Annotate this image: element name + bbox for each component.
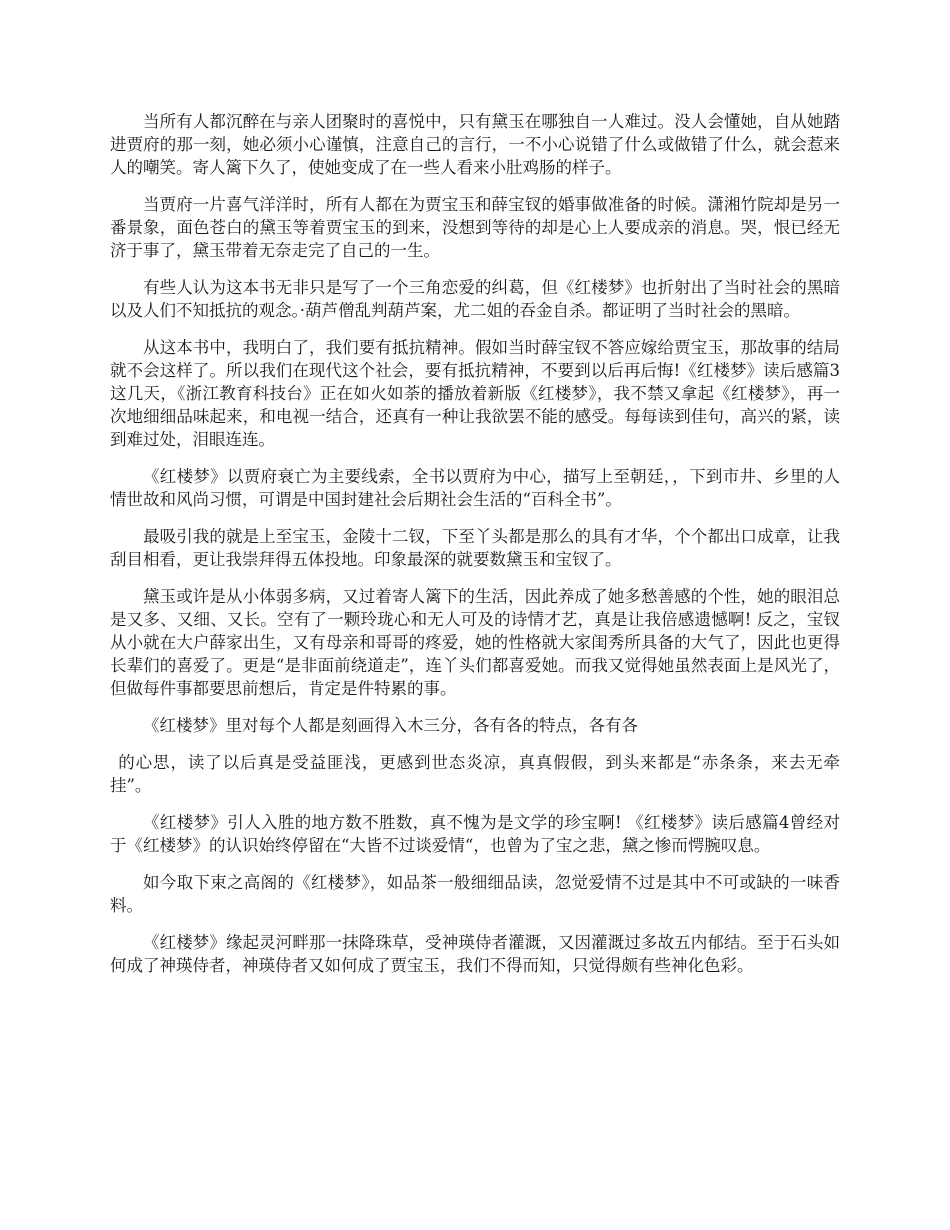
paragraph: 当所有人都沉醉在与亲人团聚时的喜悦中，只有黛玉在哪独自一人难过。没人会懂她，自从她踏进贾府的那一刻，她必须小心谨慎，注意自己的言行，一不小心说错了什么或做错了什么，就会惹来人的嘲笑。寄人篱下久了，使她变成了在一些人看来小肚鸡肠的样子。 bbox=[110, 112, 840, 177]
paragraph: 从这本书中，我明白了，我们要有抵抗精神。假如当时薛宝钗不答应嫁给贾宝玉，那故事的结局就不会这样了。所以我们在现代这个社会，要有抵抗精神，不要到以后再后悔!《红楼梦》读后感篇3这几天，《浙江教育科技台》正在如火如荼的播放着新版《红楼梦》，我不禁又拿起《红楼梦》，再一次地细细品味起来，和电视一结合，还真有一种让我欲罢不能的感受。每每读到佳句，高兴的紧，读到难过处，泪眼连连。 bbox=[110, 338, 840, 449]
document-body bbox=[110, 110, 840, 991]
paragraph: 如今取下束之高阁的《红楼梦》，如品茶一般细细品读，忽觉爱情不过是其中不可或缺的一味香料。 bbox=[110, 873, 840, 915]
paragraph: 《红楼梦》引人入胜的地方数不胜数，真不愧为是文学的珍宝啊! 《红楼梦》读后感篇4曾经对于《红楼梦》的认识始终停留在“大皆不过谈爱情“，也曾为了宝之悲，黛之惨而愕腕叹息。 bbox=[110, 813, 840, 855]
paragraph: 《红楼梦》里对每个人都是刻画得入木三分，各有各的特点，各有各 bbox=[143, 716, 638, 735]
paragraph: 《红楼梦》以贾府衰亡为主要线索，全书以贾府为中心，描写上至朝廷，，下到市井、乡里的人情世故和风尚习惯，可谓是中国封建社会后期社会生活的“百科全书”。 bbox=[110, 467, 840, 509]
paragraph: 《红楼梦》缘起灵河畔那一抹降珠草，受神瑛侍者灌溉，又因灌溉过多故五内郁结。至于石头如何成了神瑛侍者，神瑛侍者又如何成了贾宝玉，我们不得而知，只觉得颇有些神化色彩。 bbox=[110, 933, 840, 975]
paragraph: 有些人认为这本书无非只是写了一个三角恋爱的纠葛，但《红楼梦》也折射出了当时社会的黑暗以及人们不知抵抗的观念。·葫芦僧乱判葫芦案，尤二姐的吞金自杀。都证明了当时社会的黑暗。 bbox=[110, 278, 840, 320]
paragraph-continuation: 的心思，读了以后真是受益匪浅，更感到世态炎凉，真真假假，到头来都是“赤条条，来去无牵挂”。 bbox=[110, 753, 840, 795]
paragraph: 当贾府一片喜气洋洋时，所有人都在为贾宝玉和薛宝钗的婚事做准备的时候。潇湘竹院却是另一番景象，面色苍白的黛玉等着贾宝玉的到来，没想到等待的却是心上人要成亲的消息。哭，恨已经无济于事了，黛玉带着无奈走完了自己的一生。 bbox=[110, 195, 840, 260]
paragraph: 最吸引我的就是上至宝玉，金陵十二钗，下至丫头都是那么的具有才华，个个都出口成章，让我刮目相看，更让我崇拜得五体投地。印象最深的就要数黛玉和宝钗了。 bbox=[110, 527, 840, 569]
paragraph: 黛玉或许是从小体弱多病，又过着寄人篱下的生活，因此养成了她多愁善感的个性，她的眼泪总是又多、又细、又长。空有了一颗玲珑心和无人可及的诗情才艺，真是让我倍感遗憾啊! 反之，宝钗从小就在大户薛家出生，又有母亲和哥哥的疼爱，她的性格就大家闺秀所具备的大气了，因此也更得长辈们的喜爱了。更是“是非面前绕道走”，连丫头们都喜爱她。而我又觉得她虽然表面上是风光了，但做每件事都要思前想后，肯定是件特累的事。 bbox=[110, 587, 840, 698]
